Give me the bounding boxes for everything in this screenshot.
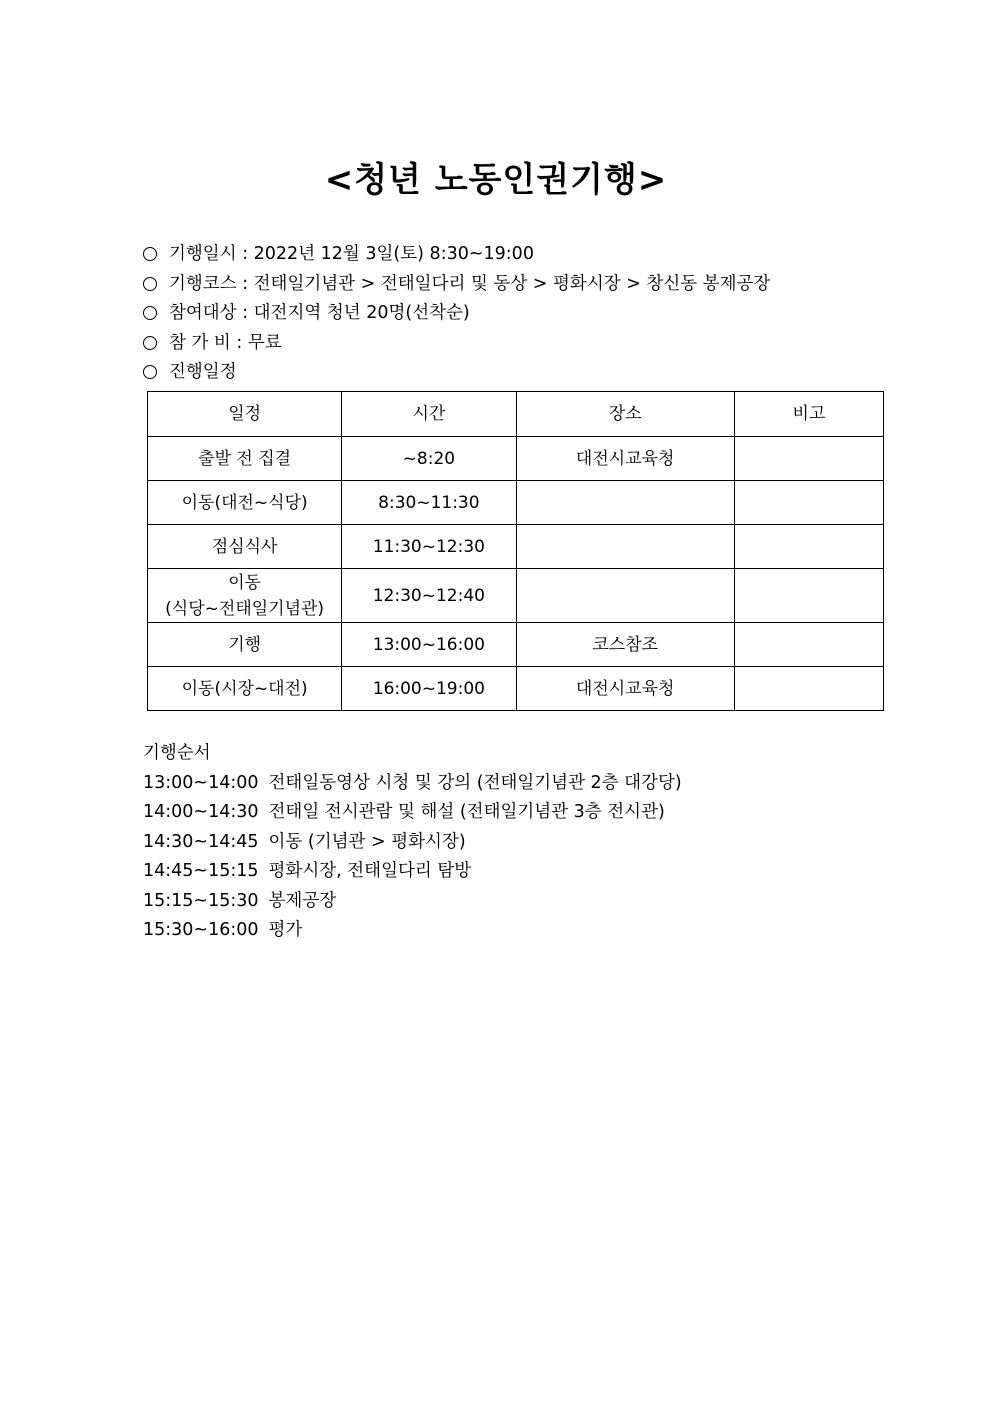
tour-order-heading: 기행순서 [143,743,211,763]
circle-bullet-icon [143,247,157,261]
cell-event [148,569,342,623]
cell-event-line2: (식당~전태일기념관) [165,598,325,619]
info-label: 참 가 비 [169,332,231,353]
cell-note [734,569,883,623]
tour-order-desc: 봉제공장 [268,890,337,911]
tour-order-time: 14:00~14:30 [143,802,259,822]
column-header-event: 일정 [148,392,342,437]
tour-order-time: 15:15~15:30 [143,890,259,911]
table-row [148,623,884,667]
tour-order-time: 14:30~14:45 [143,831,259,852]
cell-note [734,437,883,481]
tour-order-desc: 평화시장, 전태일다리 탐방 [268,861,472,881]
info-item-schedule [143,358,903,388]
info-label: 진행일정 [169,362,237,382]
cell-note [734,525,883,569]
tour-order-item [143,857,903,887]
info-item-target [143,299,903,329]
info-separator: : [236,244,254,264]
cell-place: 대전시교육청 [516,437,734,481]
cell-note [734,667,883,711]
tour-order-desc: 평가 [268,920,303,940]
circle-bullet-icon [143,365,157,379]
info-item-date [143,240,903,270]
cell-note [734,481,883,525]
column-header-time: 시간 [342,392,516,437]
tour-order-time: 14:45~15:15 [143,861,259,881]
cell-event: 이동(시장~대전) [148,667,342,711]
info-list [143,240,903,388]
info-label: 기행일시 [169,244,237,264]
cell-event: 이동(대전~식당) [148,481,342,525]
cell-place [516,569,734,623]
tour-order-desc: 전태일 전시관람 및 해설 (전태일기념관 3층 전시관) [268,802,665,822]
tour-order-desc: 전태일동영상 시청 및 강의 (전태일기념관 2층 대강당) [268,772,682,793]
info-value: 무료 [247,332,282,353]
circle-bullet-icon [143,306,157,320]
cell-time: 12:30~12:40 [342,569,516,623]
tour-order-item [143,798,903,828]
info-label: 참여대상 [169,303,237,323]
table-row [148,525,884,569]
cell-time: ~8:20 [342,437,516,481]
circle-bullet-icon [143,336,157,350]
table-row [148,569,884,623]
cell-time: 11:30~12:30 [342,525,516,569]
tour-order-item [143,887,903,917]
cell-place: 대전시교육청 [516,667,734,711]
cell-note [734,623,883,667]
cell-place: 코스참조 [516,623,734,667]
tour-order-item [143,916,903,946]
tour-order-time: 15:30~16:00 [143,920,259,940]
cell-time: 16:00~19:00 [342,667,516,711]
tour-order-item [143,769,903,799]
column-header-note: 비고 [734,392,883,437]
schedule-table [147,391,884,711]
cell-time: 13:00~16:00 [342,623,516,667]
info-separator: : [236,273,254,294]
tour-order-item [143,828,903,858]
table-row [148,437,884,481]
info-separator: : [230,332,248,353]
cell-event: 점심식사 [148,525,342,569]
table-row [148,667,884,711]
cell-place [516,525,734,569]
info-value: 전태일기념관 > 전태일다리 및 동상 > 평화시장 > 창신동 봉제공장 [253,273,771,294]
cell-place [516,481,734,525]
column-header-place: 장소 [516,392,734,437]
info-value: 대전지역 청년 20명(선착순) [253,303,470,323]
cell-event-line1: 이동 [228,572,262,593]
circle-bullet-icon [143,277,157,291]
page-title: <청년 노동인권기행> [324,160,668,200]
tour-order-time: 13:00~14:00 [143,772,259,793]
tour-order-desc: 이동 (기념관 > 평화시장) [268,831,466,852]
cell-time: 8:30~11:30 [342,481,516,525]
info-item-course [143,270,903,300]
tour-order-section [143,739,903,946]
info-value: 2022년 12월 3일(토) 8:30~19:00 [253,244,534,264]
cell-event: 출발 전 집결 [148,437,342,481]
info-label: 기행코스 [169,273,237,294]
table-header-row [148,392,884,437]
info-separator: : [236,303,254,323]
table-row [148,481,884,525]
cell-event: 기행 [148,623,342,667]
info-item-fee [143,329,903,359]
